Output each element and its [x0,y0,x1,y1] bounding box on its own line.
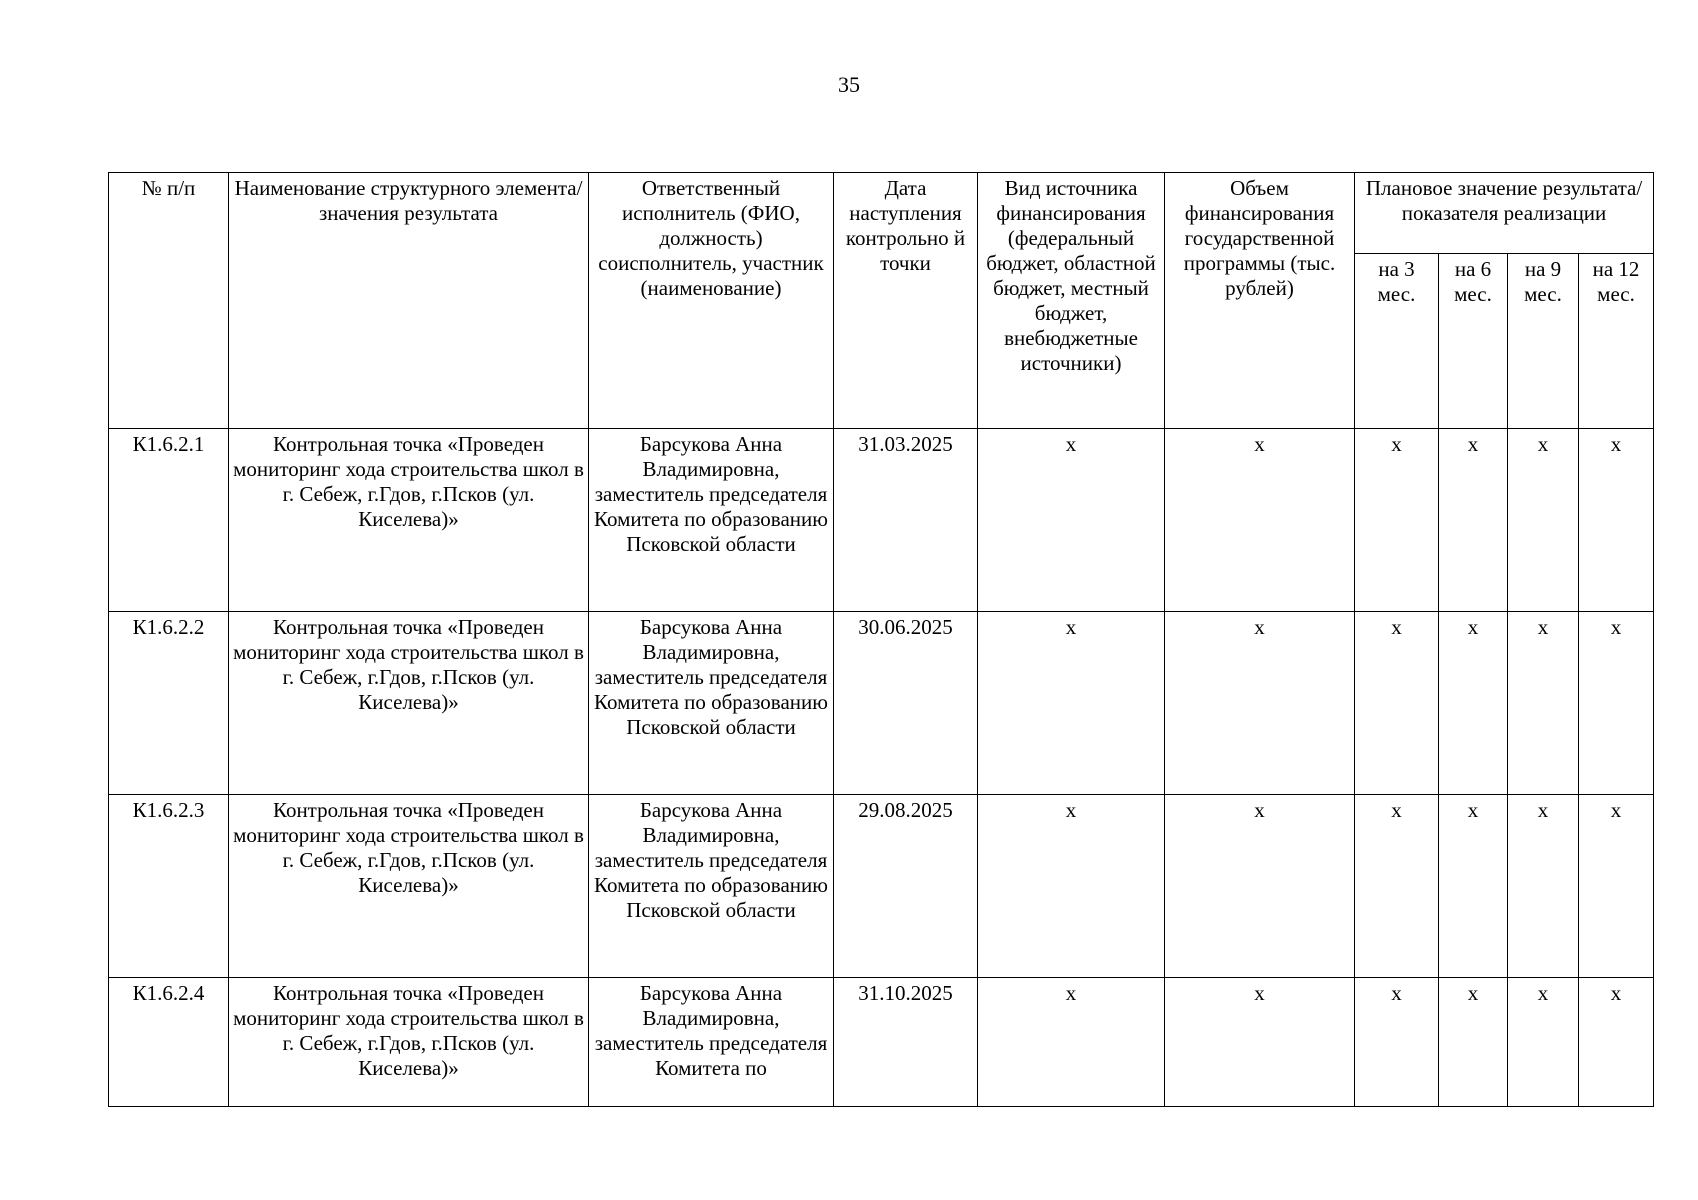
cell-volume: х [1165,795,1355,978]
cell-m3: х [1355,795,1439,978]
cell-m12: х [1579,612,1654,795]
cell-num: К1.6.2.2 [109,612,229,795]
cell-m3: х [1355,429,1439,612]
cell-date: 29.08.2025 [834,795,978,978]
control-points-table [108,172,1654,1107]
table-row [109,795,1654,978]
cell-m9: х [1508,429,1579,612]
header-num: № п/п [109,173,229,429]
cell-m3: х [1355,612,1439,795]
cell-num: К1.6.2.4 [109,978,229,1107]
cell-m9: х [1508,612,1579,795]
cell-m6: х [1439,978,1508,1107]
cell-source: х [978,795,1165,978]
cell-volume: х [1165,429,1355,612]
cell-volume: х [1165,612,1355,795]
page-number: 35 [838,72,860,97]
header-name: Наименование структурного элемента/ значения результата [229,173,589,429]
cell-m9: х [1508,795,1579,978]
header-m3: на 3 мес. [1355,254,1439,429]
cell-m9: х [1508,978,1579,1107]
cell-date: 30.06.2025 [834,612,978,795]
cell-date: 31.03.2025 [834,429,978,612]
cell-source: х [978,429,1165,612]
table-row [109,978,1654,1107]
cell-m6: х [1439,612,1508,795]
cell-volume: х [1165,978,1355,1107]
cell-num: К1.6.2.1 [109,429,229,612]
cell-m6: х [1439,795,1508,978]
cell-m6: х [1439,429,1508,612]
cell-m12: х [1579,795,1654,978]
cell-responsible: Барсукова Анна Владимировна, заместитель председателя Комитета по [589,978,834,1107]
cell-name: Контрольная точка «Проведен мониторинг хода строительства школ в г. Себеж, г.Гдов, г.Псков (ул. Киселева)» [229,429,589,612]
header-m6: на 6 мес. [1439,254,1508,429]
cell-name: Контрольная точка «Проведен мониторинг хода строительства школ в г. Себеж, г.Гдов, г.Псков (ул. Киселева)» [229,978,589,1107]
cell-responsible: Барсукова Анна Владимировна, заместитель председателя Комитета по образованию Псковской области [589,429,834,612]
table-header [109,173,1654,429]
table-row [109,612,1654,795]
cell-source: х [978,978,1165,1107]
cell-num: К1.6.2.3 [109,795,229,978]
table-row [109,429,1654,612]
header-date: Дата наступления контрольно й точки [834,173,978,429]
cell-date: 31.10.2025 [834,978,978,1107]
header-planned: Плановое значение результата/показателя реализации [1355,173,1654,254]
header-volume: Объем финансирования государственной программы (тыс. рублей) [1165,173,1355,429]
header-m9: на 9 мес. [1508,254,1579,429]
header-source: Вид источника финансирования (федеральный бюджет, областной бюджет, местный бюджет, внебюджетные источники) [978,173,1165,429]
cell-responsible: Барсукова Анна Владимировна, заместитель председателя Комитета по образованию Псковской области [589,795,834,978]
cell-m12: х [1579,978,1654,1107]
cell-name: Контрольная точка «Проведен мониторинг хода строительства школ в г. Себеж, г.Гдов, г.Псков (ул. Киселева)» [229,612,589,795]
cell-m12: х [1579,429,1654,612]
cell-source: х [978,612,1165,795]
cell-name: Контрольная точка «Проведен мониторинг хода строительства школ в г. Себеж, г.Гдов, г.Псков (ул. Киселева)» [229,795,589,978]
table-body [109,429,1654,1107]
header-responsible: Ответственный исполнитель (ФИО, должность) соисполнитель, участник (наименование) [589,173,834,429]
header-m12: на 12 мес. [1579,254,1654,429]
cell-responsible: Барсукова Анна Владимировна, заместитель председателя Комитета по образованию Псковской области [589,612,834,795]
cell-m3: х [1355,978,1439,1107]
